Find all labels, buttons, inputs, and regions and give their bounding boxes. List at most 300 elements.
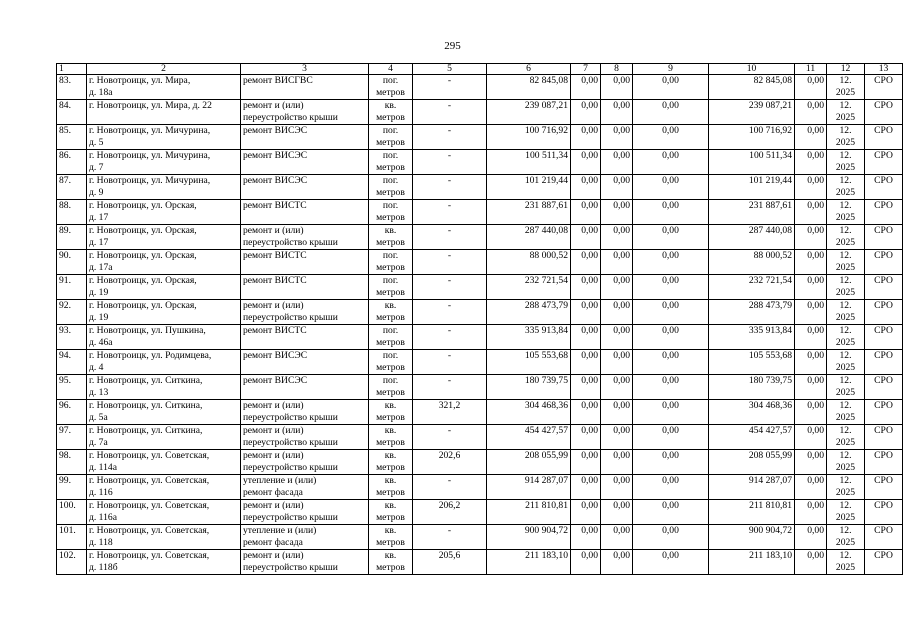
fund-cost-cell-line: 454 427,57 (748, 425, 792, 436)
work-type-cell (241, 550, 369, 575)
period-cell-line: 12. (839, 450, 852, 461)
period-cell (827, 150, 865, 175)
source-cell-line: СРО (874, 150, 893, 161)
address-cell-line: г. Новотроицк, ул. Советская, (89, 525, 210, 536)
value-cell-line: 0,00 (662, 275, 679, 286)
value-cell (633, 150, 709, 175)
total-cost-cell-line: 105 553,68 (524, 350, 568, 361)
row-number-line: 102. (59, 550, 76, 561)
period-cell-line: 12. (839, 125, 852, 136)
source-cell-line: СРО (874, 475, 893, 486)
source-cell (865, 275, 903, 300)
value-cell-line: 0,00 (581, 375, 598, 386)
source-cell (865, 200, 903, 225)
value-cell-line: 0,00 (581, 200, 598, 211)
work-type-cell-line: переустройство крыши (243, 461, 338, 473)
table-row (57, 400, 903, 425)
value-cell-line: 0,00 (807, 150, 824, 161)
value-cell (571, 375, 601, 400)
value-cell (795, 500, 827, 525)
row-number-line: 98. (59, 450, 71, 461)
total-cost-cell (487, 550, 571, 575)
source-cell-line: СРО (874, 325, 893, 336)
column-header: 2 (87, 64, 241, 75)
work-type-cell (241, 300, 369, 325)
period-cell-line: 12. (839, 525, 852, 536)
source-cell (865, 350, 903, 375)
source-cell (865, 325, 903, 350)
work-type-cell (241, 200, 369, 225)
value-cell-line: 0,00 (807, 475, 824, 486)
address-cell (87, 350, 241, 375)
value-cell (633, 75, 709, 100)
row-number (57, 100, 87, 125)
value-cell-line: 0,00 (807, 225, 824, 236)
period-cell-line: 2025 (835, 386, 856, 398)
row-number-line: 95. (59, 375, 71, 386)
unit-cell-line: пог. (382, 250, 399, 261)
area-cell-line: 202,6 (438, 450, 461, 461)
period-cell-line: 12. (839, 550, 852, 561)
area-cell (413, 325, 487, 350)
period-cell-line: 12. (839, 400, 852, 411)
table-row (57, 350, 903, 375)
fund-cost-cell (709, 250, 795, 275)
work-type-cell (241, 450, 369, 475)
column-header: 5 (413, 64, 487, 75)
unit-cell-line: пог. (382, 200, 399, 211)
area-cell-line: - (447, 425, 452, 436)
value-cell (571, 225, 601, 250)
row-number (57, 275, 87, 300)
unit-cell-line: метров (376, 211, 405, 223)
value-cell (601, 400, 633, 425)
source-cell-line: СРО (874, 100, 893, 111)
value-cell (601, 150, 633, 175)
value-cell-line: 0,00 (581, 425, 598, 436)
period-cell (827, 100, 865, 125)
work-type-cell-line: ремонт и (или) (243, 450, 304, 461)
value-cell (633, 325, 709, 350)
work-type-cell-line: ремонт ВИСЭС (243, 375, 308, 386)
period-cell-line: 12. (839, 325, 852, 336)
value-cell (601, 175, 633, 200)
total-cost-cell (487, 100, 571, 125)
value-cell-line: 0,00 (613, 450, 630, 461)
source-cell-line: СРО (874, 550, 893, 561)
fund-cost-cell-line: 304 468,36 (748, 400, 792, 411)
fund-cost-cell (709, 200, 795, 225)
total-cost-cell-line: 208 055,99 (524, 450, 568, 461)
period-cell (827, 175, 865, 200)
row-number (57, 75, 87, 100)
fund-cost-cell (709, 125, 795, 150)
value-cell-line: 0,00 (581, 325, 598, 336)
source-cell-line: СРО (874, 75, 893, 86)
fund-cost-cell (709, 550, 795, 575)
unit-cell-line: метров (376, 161, 405, 173)
unit-cell (369, 175, 413, 200)
unit-cell (369, 150, 413, 175)
work-type-cell-line: ремонт ВИСЭС (243, 150, 308, 161)
fund-cost-cell-line: 88 000,52 (753, 250, 792, 261)
source-cell-line: СРО (874, 275, 893, 286)
address-cell-line: д. 7а (89, 436, 108, 448)
value-cell (795, 550, 827, 575)
area-cell-line: - (447, 300, 452, 311)
source-cell-line: СРО (874, 125, 893, 136)
value-cell (571, 300, 601, 325)
work-type-cell (241, 225, 369, 250)
value-cell-line: 0,00 (581, 75, 598, 86)
address-cell-line: г. Новотроицк, ул. Мира, (89, 75, 191, 86)
address-cell (87, 175, 241, 200)
value-cell (795, 425, 827, 450)
unit-cell (369, 450, 413, 475)
row-number-line: 84. (59, 100, 71, 111)
table-row (57, 550, 903, 575)
value-cell-line: 0,00 (613, 175, 630, 186)
value-cell-line: 0,00 (581, 300, 598, 311)
row-number (57, 375, 87, 400)
area-cell (413, 150, 487, 175)
unit-cell-line: метров (376, 236, 405, 248)
value-cell (601, 475, 633, 500)
address-cell (87, 300, 241, 325)
unit-cell-line: кв. (384, 500, 397, 511)
value-cell (795, 300, 827, 325)
area-cell-line: 205,6 (438, 550, 461, 561)
unit-cell (369, 300, 413, 325)
fund-cost-cell (709, 225, 795, 250)
value-cell-line: 0,00 (807, 400, 824, 411)
column-header: 12 (827, 64, 865, 75)
value-cell-line: 0,00 (581, 225, 598, 236)
source-cell (865, 225, 903, 250)
address-cell (87, 475, 241, 500)
area-cell (413, 350, 487, 375)
value-cell-line: 0,00 (613, 550, 630, 561)
value-cell (571, 525, 601, 550)
unit-cell (369, 225, 413, 250)
table-row (57, 500, 903, 525)
value-cell-line: 0,00 (807, 425, 824, 436)
address-cell-line: д. 18а (89, 86, 113, 98)
row-number (57, 500, 87, 525)
total-cost-cell-line: 304 468,36 (524, 400, 568, 411)
table-row (57, 325, 903, 350)
value-cell-line: 0,00 (581, 250, 598, 261)
address-cell-line: г. Новотроицк, ул. Советская, (89, 450, 210, 461)
address-cell (87, 425, 241, 450)
address-cell (87, 450, 241, 475)
address-cell-line: г. Новотроицк, ул. Ситкина, (89, 400, 203, 411)
unit-cell-line: метров (376, 386, 405, 398)
row-number-line: 91. (59, 275, 71, 286)
value-cell (633, 125, 709, 150)
period-cell (827, 125, 865, 150)
fund-cost-cell (709, 100, 795, 125)
total-cost-cell-line: 101 219,44 (524, 175, 568, 186)
work-type-cell-line: ремонт ВИСГВС (243, 75, 313, 86)
total-cost-cell (487, 250, 571, 275)
value-cell (601, 250, 633, 275)
value-cell-line: 0,00 (662, 225, 679, 236)
unit-cell (369, 250, 413, 275)
fund-cost-cell-line: 208 055,99 (748, 450, 792, 461)
period-cell (827, 325, 865, 350)
work-type-cell (241, 125, 369, 150)
area-cell-line: - (447, 200, 452, 211)
period-cell-line: 12. (839, 75, 852, 86)
work-type-cell (241, 100, 369, 125)
area-cell (413, 225, 487, 250)
value-cell (571, 125, 601, 150)
value-cell-line: 0,00 (807, 175, 824, 186)
row-number (57, 250, 87, 275)
unit-cell (369, 200, 413, 225)
total-cost-cell-line: 100 511,34 (525, 150, 568, 161)
value-cell (601, 550, 633, 575)
row-number (57, 550, 87, 575)
value-cell (633, 300, 709, 325)
total-cost-cell (487, 175, 571, 200)
unit-cell (369, 275, 413, 300)
period-cell (827, 400, 865, 425)
address-cell-line: г. Новотроицк, ул. Мичурина, (89, 125, 211, 136)
period-cell (827, 450, 865, 475)
row-number-line: 89. (59, 225, 71, 236)
fund-cost-cell-line: 231 887,61 (748, 200, 792, 211)
value-cell-line: 0,00 (581, 175, 598, 186)
address-cell-line: г. Новотроицк, ул. Орская, (89, 275, 197, 286)
column-header: 3 (241, 64, 369, 75)
total-cost-cell-line: 88 000,52 (529, 250, 568, 261)
period-cell-line: 2025 (835, 261, 856, 273)
column-header: 7 (571, 64, 601, 75)
unit-cell-line: метров (376, 511, 405, 523)
period-cell-line: 2025 (835, 236, 856, 248)
value-cell (795, 125, 827, 150)
total-cost-cell (487, 525, 571, 550)
period-cell-line: 2025 (835, 361, 856, 373)
address-cell (87, 225, 241, 250)
row-number-line: 96. (59, 400, 71, 411)
address-cell (87, 250, 241, 275)
address-cell-line: д. 116а (89, 511, 117, 523)
work-type-cell-line: ремонт и (или) (243, 500, 304, 511)
period-cell-line: 12. (839, 425, 852, 436)
fund-cost-cell (709, 500, 795, 525)
period-cell (827, 375, 865, 400)
address-cell (87, 275, 241, 300)
fund-cost-cell (709, 75, 795, 100)
value-cell (601, 100, 633, 125)
value-cell-line: 0,00 (613, 350, 630, 361)
address-cell-line: д. 118 (89, 536, 113, 548)
source-cell (865, 175, 903, 200)
unit-cell (369, 350, 413, 375)
value-cell-line: 0,00 (613, 150, 630, 161)
address-cell-line: г. Новотроицк, ул. Орская, (89, 300, 197, 311)
period-cell-line: 12. (839, 250, 852, 261)
area-cell-line: - (447, 100, 452, 111)
period-cell-line: 12. (839, 375, 852, 386)
column-header: 10 (709, 64, 795, 75)
address-cell (87, 200, 241, 225)
value-cell-line: 0,00 (662, 550, 679, 561)
unit-cell-line: пог. (382, 375, 399, 386)
address-cell-line: г. Новотроицк, ул. Мичурина, (89, 150, 211, 161)
value-cell (601, 425, 633, 450)
unit-cell-line: кв. (384, 100, 397, 111)
address-cell-line: г. Новотроицк, ул. Ситкина, (89, 425, 203, 436)
work-type-cell (241, 275, 369, 300)
total-cost-cell (487, 275, 571, 300)
period-cell-line: 12. (839, 350, 852, 361)
table-row (57, 525, 903, 550)
address-cell-line: д. 17а (89, 261, 113, 273)
source-cell (865, 400, 903, 425)
period-cell-line: 2025 (835, 561, 856, 573)
table-body (57, 75, 903, 575)
work-type-cell (241, 375, 369, 400)
period-cell-line: 12. (839, 175, 852, 186)
period-cell-line: 12. (839, 100, 852, 111)
total-cost-cell-line: 335 913,84 (524, 325, 568, 336)
value-cell-line: 0,00 (613, 500, 630, 511)
work-type-cell-line: ремонт ВИСТС (243, 200, 307, 211)
address-cell-line: г. Новотроицк, ул. Пушкина, (89, 325, 206, 336)
work-type-cell-line: ремонт и (или) (243, 550, 304, 561)
unit-cell-line: кв. (384, 475, 397, 486)
value-cell (571, 500, 601, 525)
address-cell-line: г. Новотроицк, ул. Орская, (89, 225, 197, 236)
address-cell-line: д. 17 (89, 211, 109, 223)
unit-cell-line: кв. (384, 400, 397, 411)
value-cell (601, 125, 633, 150)
source-cell-line: СРО (874, 525, 893, 536)
address-cell-line: г. Новотроицк, ул. Ситкина, (89, 375, 203, 386)
value-cell-line: 0,00 (662, 200, 679, 211)
value-cell-line: 0,00 (581, 400, 598, 411)
unit-cell-line: кв. (384, 525, 397, 536)
unit-cell-line: кв. (384, 550, 397, 561)
work-type-cell (241, 500, 369, 525)
unit-cell-line: пог. (382, 125, 399, 136)
total-cost-cell-line: 211 810,81 (525, 500, 568, 511)
value-cell-line: 0,00 (662, 425, 679, 436)
row-number-line: 88. (59, 200, 71, 211)
value-cell-line: 0,00 (662, 150, 679, 161)
area-cell (413, 100, 487, 125)
value-cell-line: 0,00 (662, 400, 679, 411)
total-cost-cell-line: 82 845,08 (529, 75, 568, 86)
value-cell-line: 0,00 (581, 500, 598, 511)
fund-cost-cell (709, 150, 795, 175)
value-cell (795, 450, 827, 475)
source-cell (865, 525, 903, 550)
table-row (57, 175, 903, 200)
value-cell (601, 525, 633, 550)
unit-cell-line: пог. (382, 175, 399, 186)
value-cell (601, 325, 633, 350)
total-cost-cell (487, 300, 571, 325)
period-cell-line: 12. (839, 500, 852, 511)
address-cell (87, 500, 241, 525)
work-type-cell-line: ремонт и (или) (243, 400, 304, 411)
value-cell-line: 0,00 (662, 525, 679, 536)
total-cost-cell-line: 454 427,57 (524, 425, 568, 436)
work-type-cell-line: ремонт и (или) (243, 300, 304, 311)
total-cost-cell (487, 400, 571, 425)
address-cell-line: г. Новотроицк, ул. Советская, (89, 550, 210, 561)
row-number-line: 99. (59, 475, 71, 486)
period-cell (827, 475, 865, 500)
area-cell (413, 500, 487, 525)
unit-cell (369, 75, 413, 100)
value-cell (601, 275, 633, 300)
value-cell (633, 225, 709, 250)
period-cell-line: 12. (839, 475, 852, 486)
value-cell (571, 175, 601, 200)
source-cell-line: СРО (874, 175, 893, 186)
value-cell (633, 200, 709, 225)
work-type-cell-line: ремонт и (или) (243, 425, 304, 436)
address-cell-line: д. 116 (89, 486, 113, 498)
work-type-cell-line: ремонт ВИСТС (243, 325, 307, 336)
unit-cell-line: метров (376, 461, 405, 473)
work-type-cell-line: ремонт фасада (243, 536, 303, 548)
work-type-cell (241, 75, 369, 100)
period-cell-line: 2025 (835, 486, 856, 498)
period-cell-line: 2025 (835, 111, 856, 123)
table-row (57, 275, 903, 300)
area-cell (413, 200, 487, 225)
total-cost-cell (487, 125, 571, 150)
unit-cell-line: метров (376, 336, 405, 348)
unit-cell-line: метров (376, 136, 405, 148)
works-table (56, 63, 903, 575)
period-cell-line: 2025 (835, 286, 856, 298)
work-type-cell-line: ремонт ВИСТС (243, 275, 307, 286)
row-number-line: 101. (59, 525, 76, 536)
row-number (57, 475, 87, 500)
value-cell (571, 450, 601, 475)
fund-cost-cell-line: 239 087,21 (748, 100, 792, 111)
work-type-cell-line: переустройство крыши (243, 236, 338, 248)
fund-cost-cell (709, 450, 795, 475)
unit-cell-line: кв. (384, 450, 397, 461)
address-cell-line: д. 118б (89, 561, 118, 573)
period-cell (827, 225, 865, 250)
value-cell (571, 250, 601, 275)
unit-cell-line: метров (376, 111, 405, 123)
value-cell-line: 0,00 (662, 300, 679, 311)
area-cell (413, 125, 487, 150)
value-cell (571, 475, 601, 500)
row-number-line: 97. (59, 425, 71, 436)
fund-cost-cell-line: 82 845,08 (753, 75, 792, 86)
value-cell-line: 0,00 (807, 75, 824, 86)
work-type-cell-line: утепление и (или) (243, 525, 317, 536)
address-cell-line: д. 13 (89, 386, 109, 398)
row-number-line: 85. (59, 125, 71, 136)
value-cell-line: 0,00 (807, 525, 824, 536)
period-cell-line: 2025 (835, 86, 856, 98)
value-cell-line: 0,00 (807, 100, 824, 111)
value-cell (601, 75, 633, 100)
